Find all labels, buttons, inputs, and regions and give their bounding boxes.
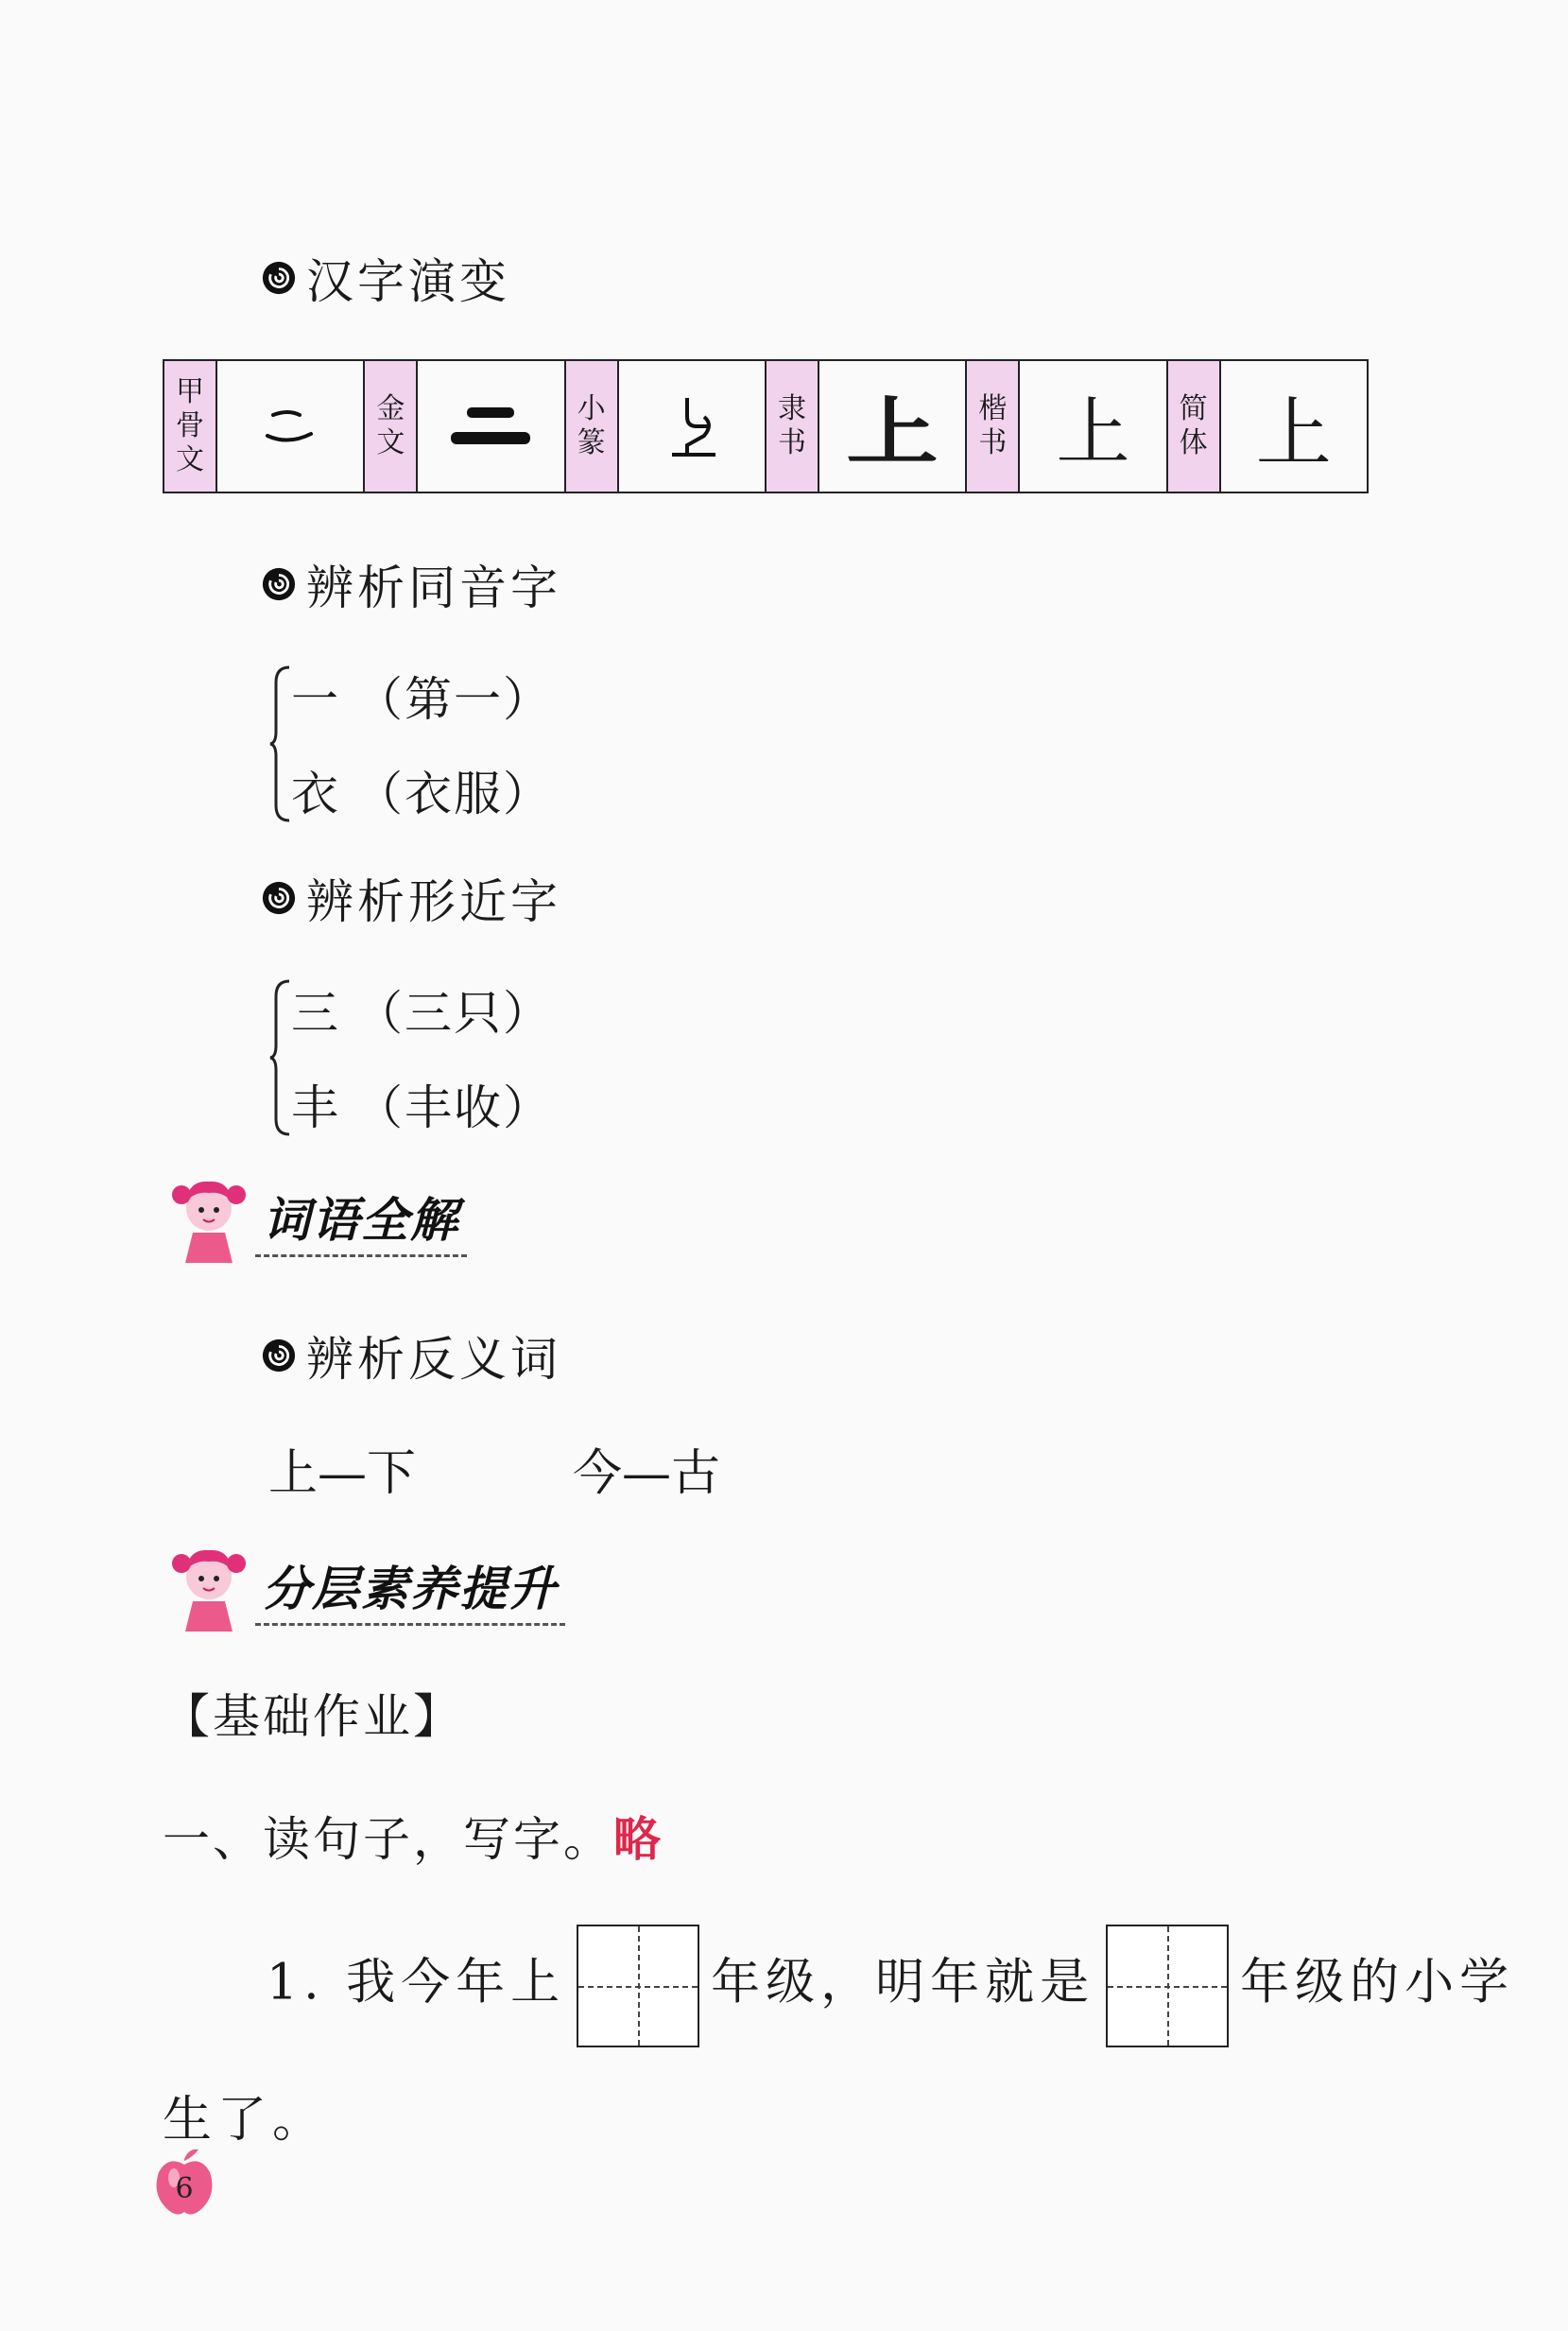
simplified-glyph: 上 (1255, 388, 1332, 477)
label-char: 体 (1179, 426, 1208, 459)
section-heading-similar-shape (261, 868, 561, 928)
swirl-bullet-icon (261, 566, 297, 602)
question-title: 一、读句子，写字。 (163, 1812, 613, 1867)
clerical-glyph: 上 (846, 389, 939, 475)
sentence-continuation: 生了。 (163, 2092, 328, 2149)
label-char: 书 (978, 426, 1008, 459)
homophone-example: （第一） (355, 672, 552, 727)
sentence-text: 年级，明年就是 (711, 1954, 1095, 2012)
sentence-line (267, 1925, 1514, 2047)
similar-char: 三 (291, 986, 340, 1041)
label-char: 文 (176, 443, 204, 476)
similar-row (291, 962, 552, 1057)
answer-text: 略 (613, 1812, 663, 1867)
evo-label-regular (967, 361, 1020, 492)
evo-label-oracle (164, 361, 217, 492)
evo-glyph-simplified (1221, 361, 1367, 492)
writing-box[interactable] (1106, 1925, 1229, 2047)
evolution-table (163, 359, 1369, 493)
similar-row (291, 1057, 552, 1151)
label-char: 金 (376, 392, 405, 425)
girl-mascot-icon (166, 1541, 251, 1635)
swirl-bullet-icon (261, 880, 297, 916)
section-heading-homophones (261, 554, 561, 614)
swirl-bullet-icon (261, 1338, 297, 1373)
similar-char: 丰 (291, 1080, 340, 1135)
section-title: 辨析同音字 (306, 561, 561, 615)
banner-practice (166, 1541, 565, 1635)
evo-label-clerical (767, 361, 819, 492)
banner-title: 分层素养提升 (255, 1551, 565, 1626)
section-heading-evolution (261, 248, 510, 308)
girl-mascot-icon (166, 1172, 251, 1267)
similar-example: （丰收） (355, 1080, 552, 1135)
antonym-pair: 上—下 (268, 1445, 417, 1502)
sentence-text: 年级的小学 (1240, 1954, 1515, 2012)
section-title: 汉字演变 (306, 254, 510, 309)
homework-heading: 【基础作业】 (163, 1689, 463, 1744)
evo-label-seal (566, 361, 619, 492)
evo-glyph-clerical (819, 361, 967, 492)
curly-brace-icon (268, 664, 291, 824)
section-heading-antonyms (261, 1325, 561, 1386)
banner-title: 词语全解 (255, 1183, 467, 1257)
writing-box[interactable] (577, 1925, 699, 2047)
evo-glyph-bronze (418, 361, 565, 492)
label-char: 甲 (176, 375, 204, 408)
bronze-glyph-drawing (443, 398, 538, 455)
grid-guide (1167, 1926, 1169, 2046)
swirl-bullet-icon (261, 260, 297, 296)
evo-glyph-seal (619, 361, 767, 492)
antonym-pair: 今—古 (573, 1445, 721, 1502)
grid-guide (638, 1926, 640, 2046)
homophone-char: 一 (291, 672, 340, 727)
section-title: 辨析反义词 (306, 1332, 561, 1387)
evo-glyph-oracle (217, 361, 365, 492)
label-char: 文 (376, 426, 405, 459)
label-char: 楷 (978, 392, 1008, 425)
evo-glyph-regular (1020, 361, 1167, 492)
question-1 (163, 1802, 663, 1870)
homophone-group (268, 648, 552, 837)
label-char: 骨 (176, 409, 204, 442)
similar-shape-group (268, 962, 552, 1151)
curly-brace-icon (268, 977, 291, 1138)
section-title: 辨析形近字 (306, 874, 561, 929)
homophone-char: 衣 (291, 767, 340, 821)
page-number: 6 (175, 2172, 194, 2205)
sentence-text: 1. 我今年上 (267, 1954, 566, 2012)
label-char: 简 (1179, 392, 1208, 425)
banner-words (166, 1172, 467, 1267)
seal-glyph-drawing (659, 388, 725, 464)
evo-label-bronze (365, 361, 418, 492)
similar-example: （三只） (355, 986, 552, 1041)
label-char: 隶 (777, 392, 806, 425)
homophone-row (291, 648, 552, 743)
homophone-row (291, 743, 552, 837)
oracle-glyph-drawing (252, 398, 328, 455)
homophone-example: （衣服） (355, 767, 552, 821)
label-char: 小 (577, 392, 606, 425)
regular-glyph: 上 (1056, 390, 1130, 475)
label-char: 书 (777, 426, 806, 459)
label-char: 篆 (577, 426, 606, 459)
page-number-badge (151, 2144, 217, 2219)
evo-label-simplified (1168, 361, 1221, 492)
